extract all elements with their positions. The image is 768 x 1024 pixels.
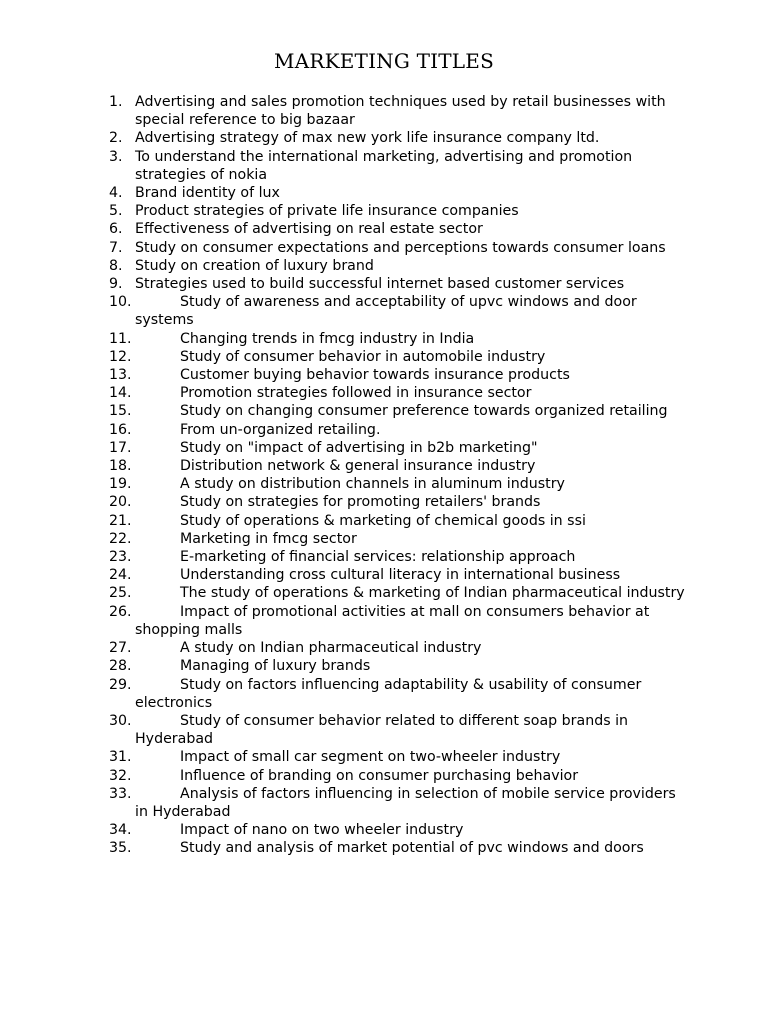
list-item bbox=[109, 566, 689, 584]
list-item-number: 20. bbox=[109, 494, 132, 511]
list-item-number: 22. bbox=[109, 530, 132, 547]
list-item-text: Analysis of factors influencing in selection of mobile service providers in Hyderabad bbox=[135, 785, 676, 820]
list-item-text: The study of operations & marketing of Indian pharmaceutical industry bbox=[180, 585, 685, 602]
list-item bbox=[109, 202, 689, 220]
list-item-number: 34. bbox=[109, 822, 132, 839]
list-item bbox=[109, 530, 689, 548]
list-item-number: 17. bbox=[109, 439, 132, 456]
list-item-text: Impact of small car segment on two-wheeler industry bbox=[180, 749, 561, 766]
list-item-number: 15. bbox=[109, 403, 132, 420]
list-item-number: 35. bbox=[109, 840, 132, 857]
list-item bbox=[109, 712, 689, 748]
list-item-number: 7. bbox=[109, 239, 123, 256]
list-item-number: 1. bbox=[109, 94, 123, 110]
list-item-number: 19. bbox=[109, 476, 132, 493]
list-item bbox=[109, 548, 689, 566]
list-item bbox=[109, 330, 689, 348]
list-item bbox=[109, 457, 689, 475]
list-item-number: 23. bbox=[109, 549, 132, 566]
list-item-number: 11. bbox=[109, 330, 132, 347]
list-item bbox=[109, 348, 689, 366]
list-item-number: 26. bbox=[109, 603, 132, 620]
list-item bbox=[109, 821, 689, 839]
list-item-number: 27. bbox=[109, 640, 132, 657]
list-item-number: 18. bbox=[109, 458, 132, 475]
list-item-number: 13. bbox=[109, 367, 132, 384]
list-item-text: Study of consumer behavior related to different soap brands in Hyderabad bbox=[135, 712, 629, 748]
list-item-number: 14. bbox=[109, 385, 132, 402]
list-item bbox=[109, 220, 689, 238]
list-item-number: 6. bbox=[109, 221, 123, 238]
list-item bbox=[109, 421, 689, 439]
list-item-text: Strategies used to build successful internet based customer services bbox=[135, 276, 625, 293]
list-item bbox=[109, 384, 689, 402]
list-item-number: 32. bbox=[109, 767, 132, 784]
list-item-text: Study on changing consumer preference towards organized retailing bbox=[180, 403, 668, 420]
list-item bbox=[109, 493, 689, 511]
list-item bbox=[109, 148, 689, 184]
list-item bbox=[109, 767, 689, 785]
list-item-text: Study on strategies for promoting retailers' brands bbox=[180, 494, 541, 511]
list-item-number: 30. bbox=[109, 712, 132, 729]
list-item-text: Effectiveness of advertising on real estate sector bbox=[135, 221, 483, 238]
list-item bbox=[109, 657, 689, 675]
list-item-text: Study of operations & marketing of chemical goods in ssi bbox=[180, 512, 586, 529]
list-item bbox=[109, 239, 689, 257]
list-item-text: A study on distribution channels in aluminum industry bbox=[180, 476, 565, 493]
list-item-number: 4. bbox=[109, 185, 123, 202]
list-item bbox=[109, 275, 689, 293]
list-item-number: 3. bbox=[109, 148, 123, 165]
list-item bbox=[109, 257, 689, 275]
list-item-text: Impact of nano on two wheeler industry bbox=[180, 822, 464, 839]
list-item-text: A study on Indian pharmaceutical industry bbox=[180, 640, 482, 657]
list-item-text: E-marketing of financial services: relationship approach bbox=[180, 549, 576, 566]
list-item bbox=[109, 93, 689, 129]
title-list bbox=[109, 93, 689, 858]
list-item bbox=[109, 439, 689, 457]
list-item-number: 10. bbox=[109, 294, 132, 311]
list-item-text: Study on consumer expectations and perceptions towards consumer loans bbox=[135, 239, 666, 256]
list-item-text: Promotion strategies followed in insurance sector bbox=[180, 385, 532, 402]
list-item-text: Distribution network & general insurance industry bbox=[180, 458, 536, 475]
list-item bbox=[109, 293, 689, 329]
list-item-number: 5. bbox=[109, 203, 123, 220]
list-item-text: Study on creation of luxury brand bbox=[135, 257, 374, 274]
list-item-number: 25. bbox=[109, 585, 132, 602]
list-item-text: Customer buying behavior towards insurance products bbox=[180, 367, 570, 384]
page-title: MARKETING TITLES bbox=[274, 49, 494, 73]
list-item-number: 12. bbox=[109, 348, 132, 365]
list-item bbox=[109, 402, 689, 420]
list-item bbox=[109, 748, 689, 766]
list-item-text: Brand identity of lux bbox=[135, 185, 280, 202]
list-item-number: 28. bbox=[109, 658, 132, 675]
list-item bbox=[109, 785, 689, 821]
list-item bbox=[109, 129, 689, 147]
list-item bbox=[109, 512, 689, 530]
list-item-number: 31. bbox=[109, 749, 132, 766]
list-item-number: 24. bbox=[109, 567, 132, 584]
list-item-text: Managing of luxury brands bbox=[180, 658, 371, 675]
list-item-text: Product strategies of private life insurance companies bbox=[135, 203, 519, 220]
list-item-text: From un-organized retailing. bbox=[180, 421, 381, 438]
list-item bbox=[109, 603, 689, 639]
list-item-text: Advertising and sales promotion techniques used by retail businesses with special reference to big bazaar bbox=[135, 94, 666, 129]
list-item-number: 9. bbox=[109, 276, 123, 293]
list-item-text: Study of consumer behavior in automobile industry bbox=[180, 348, 546, 365]
list-item bbox=[109, 584, 689, 602]
list-item-text: Study and analysis of market potential of pvc windows and doors bbox=[180, 840, 644, 857]
list-item-number: 21. bbox=[109, 512, 132, 529]
list-item-number: 8. bbox=[109, 257, 123, 274]
list-item-number: 29. bbox=[109, 676, 132, 693]
list-item-text: To understand the international marketing, advertising and promotion strategies of nokia bbox=[135, 148, 633, 183]
list-item bbox=[109, 676, 689, 712]
list-item-text: Study of awareness and acceptability of upvc windows and door systems bbox=[135, 294, 637, 329]
list-item-text: Advertising strategy of max new york life insurance company ltd. bbox=[135, 130, 600, 147]
list-item-number: 33. bbox=[109, 785, 132, 802]
list-item bbox=[109, 475, 689, 493]
list-item bbox=[109, 366, 689, 384]
list-item-number: 16. bbox=[109, 421, 132, 438]
list-item-text: Changing trends in fmcg industry in India bbox=[180, 330, 475, 347]
list-item-text: Study on factors influencing adaptability & usability of consumer electronics bbox=[135, 676, 642, 711]
list-item bbox=[109, 184, 689, 202]
list-item-text: Marketing in fmcg sector bbox=[180, 530, 357, 547]
list-item bbox=[109, 839, 689, 857]
list-item-text: Influence of branding on consumer purchasing behavior bbox=[180, 767, 579, 784]
list-item-text: Impact of promotional activities at mall on consumers behavior at shopping malls bbox=[135, 603, 650, 638]
list-item-text: Understanding cross cultural literacy in international business bbox=[180, 567, 621, 584]
list-item bbox=[109, 639, 689, 657]
list-item-text: Study on "impact of advertising in b2b marketing" bbox=[180, 439, 538, 456]
list-item-number: 2. bbox=[109, 130, 123, 147]
